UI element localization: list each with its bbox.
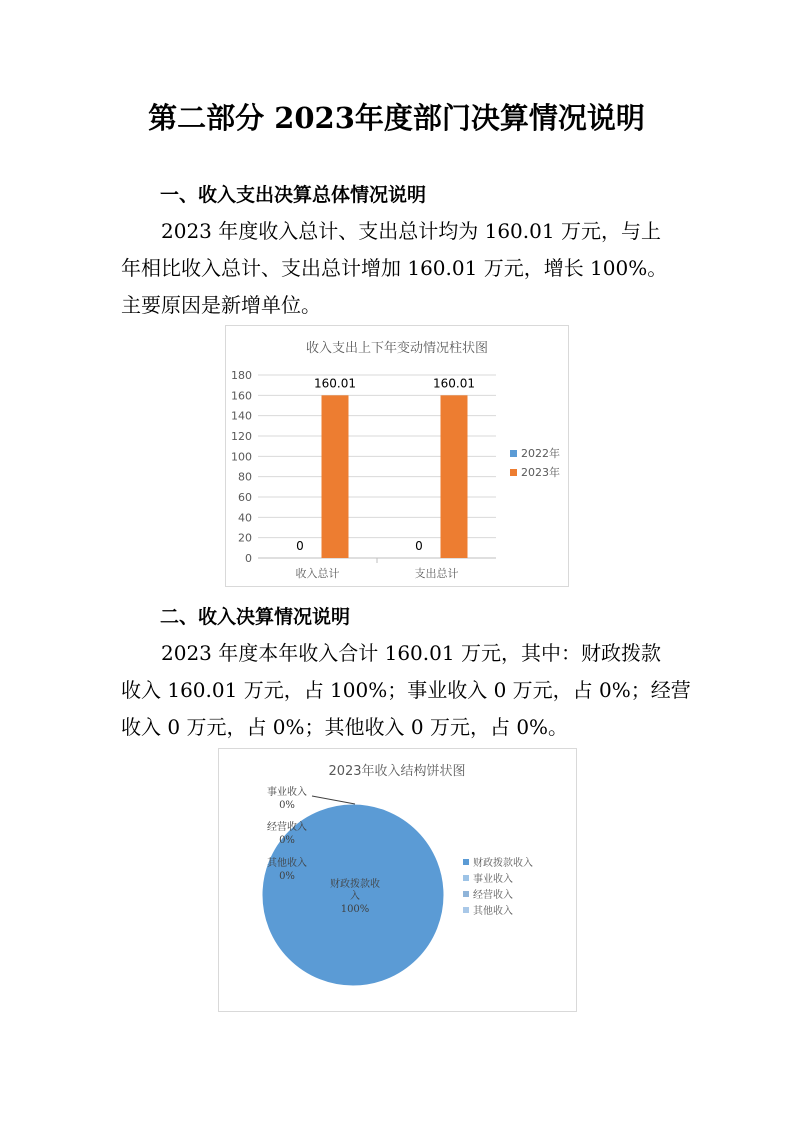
- legend-label: 2022年: [521, 447, 560, 460]
- legend-swatch: [463, 859, 469, 865]
- paragraph-line: 年相比收入总计、支出总计增加 160.01 万元，增长 100%。: [121, 256, 668, 280]
- paragraph-line: 主要原因是新增单位。: [121, 293, 321, 317]
- legend-label: 其他收入: [473, 906, 513, 917]
- paragraph-line: 2023 年度收入总计、支出总计均为 160.01 万元，与上: [161, 219, 661, 243]
- legend-swatch: [510, 450, 517, 457]
- legend-swatch: [510, 469, 517, 476]
- legend-label: 经营收入: [473, 890, 513, 901]
- bar-chart: [225, 325, 569, 587]
- bar: [322, 395, 349, 558]
- pie-chart-svg: [219, 749, 576, 1011]
- y-tick-label: 180: [231, 369, 252, 382]
- section-heading-1: 一、收入支出决算总体情况说明: [160, 184, 427, 206]
- pie-data-label: 其他收入: [267, 858, 307, 869]
- legend-swatch: [463, 875, 469, 881]
- pie-data-label: 经营收入: [267, 822, 307, 833]
- x-category-label: 支出总计: [414, 567, 459, 580]
- page-title: 第二部分 2023年度部门决算情况说明: [148, 101, 645, 135]
- bar-chart-svg: [226, 326, 568, 586]
- y-tick-label: 120: [231, 430, 252, 443]
- pie-data-label: 入: [350, 891, 360, 902]
- bar-value-label: 0: [296, 539, 304, 553]
- bar-value-label: 0: [415, 539, 423, 553]
- y-tick-label: 20: [238, 531, 252, 545]
- pie-data-label: 事业收入: [267, 787, 307, 798]
- legend-label: 2023年: [521, 466, 560, 479]
- x-category-label: 收入总计: [295, 567, 340, 580]
- y-tick-label: 100: [231, 450, 252, 464]
- y-tick-label: 40: [238, 511, 252, 525]
- legend-label: 财政拨款收入: [473, 858, 533, 869]
- bar-value-label: 160.01: [314, 376, 356, 391]
- bar: [441, 395, 468, 558]
- pie-data-label: 100%: [340, 904, 370, 915]
- pie-data-label: 0%: [279, 871, 295, 882]
- y-tick-label: 80: [238, 470, 252, 484]
- paragraph-line: 收入 160.01 万元，占 100%；事业收入 0 万元，占 0%；经营: [121, 678, 691, 702]
- bar-chart-title: 收入支出上下年变动情况柱状图: [305, 341, 489, 356]
- y-tick-label: 0: [245, 552, 252, 565]
- section-2-paragraph: [121, 635, 691, 746]
- section-heading-2: 二、收入决算情况说明: [160, 606, 351, 628]
- legend-label: 事业收入: [473, 874, 513, 885]
- y-tick-label: 60: [238, 491, 252, 504]
- pie-chart-title: 2023年收入结构饼状图: [328, 764, 466, 779]
- pie-chart: [218, 748, 577, 1012]
- paragraph-line: 收入 0 万元，占 0%；其他收入 0 万元，占 0%。: [121, 715, 569, 739]
- y-tick-label: 160: [231, 389, 252, 403]
- pie-data-label: 0%: [279, 800, 295, 811]
- bar-value-label: 160.01: [433, 376, 475, 391]
- pie-leader-line: [312, 796, 355, 804]
- pie-data-label: 0%: [279, 835, 295, 846]
- section-1-paragraph: [121, 213, 673, 324]
- legend-swatch: [463, 907, 469, 913]
- pie-data-label: 财政拨款收: [330, 879, 380, 890]
- legend-swatch: [463, 891, 469, 897]
- y-tick-label: 140: [231, 409, 252, 423]
- paragraph-line: 2023 年度本年收入合计 160.01 万元，其中：财政拨款: [161, 641, 661, 665]
